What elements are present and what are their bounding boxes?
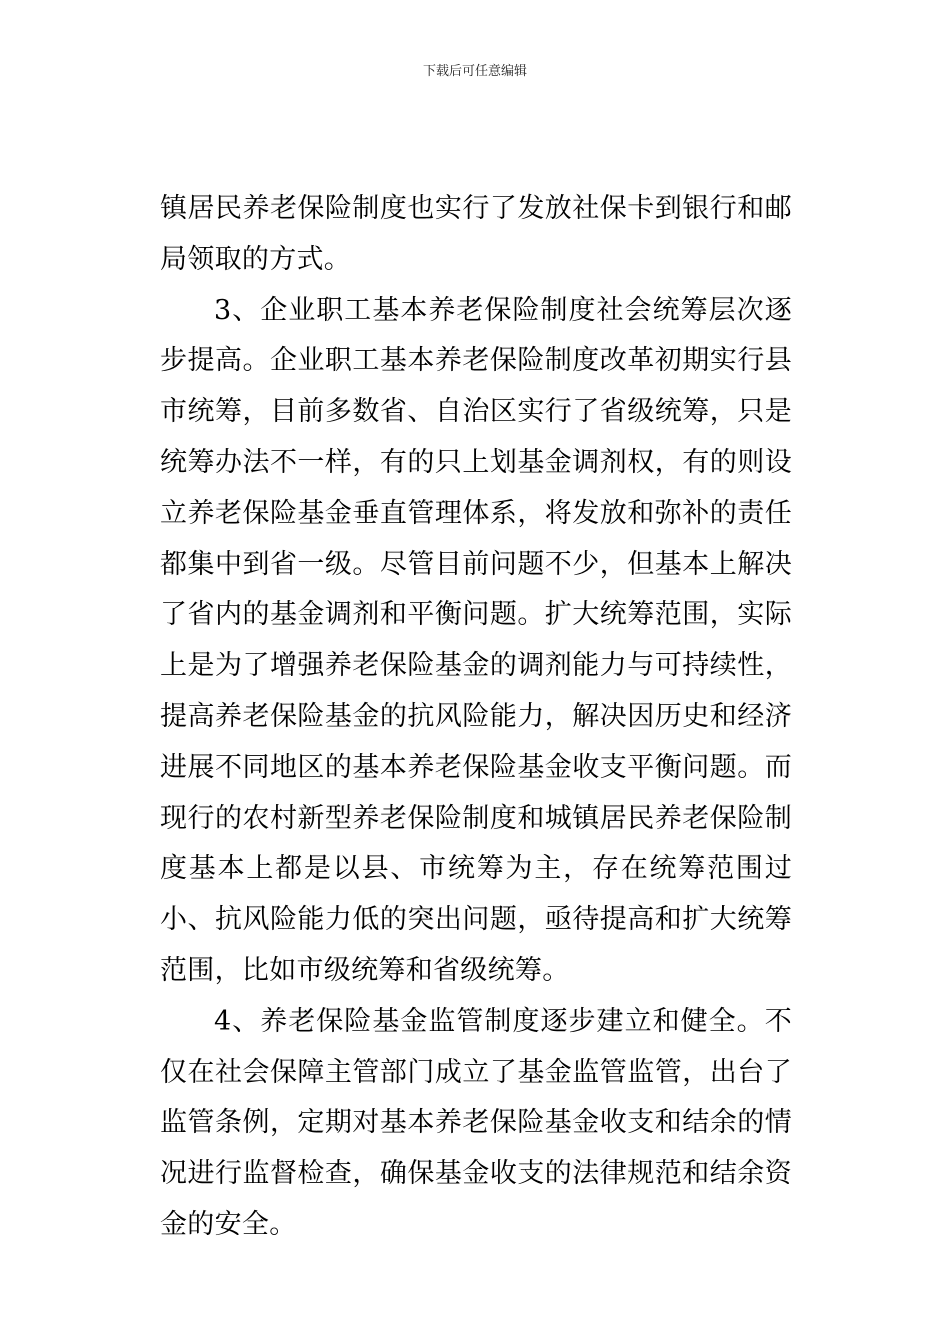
paragraph-item-4: 4、养老保险基金监管制度逐步建立和健全。不仅在社会保障主管部门成立了基金监管监管，出台了监管条例，定期对基本养老保险基金收支和结余的情况进行监督检查，确保基金收支的法律规范和结余资金的安全。 [160, 1005, 792, 1240]
document-body [160, 184, 792, 1251]
paragraph-continuation: 镇居民养老保险制度也实行了发放社保卡到银行和邮局领取的方式。 [160, 193, 792, 275]
page-header: 下载后可任意编辑 [422, 64, 527, 79]
paragraph-item-3: 3、企业职工基本养老保险制度社会统筹层次逐步提高。企业职工基本养老保险制度改革初期实行县市统筹，目前多数省、自治区实行了省级统筹，只是统筹办法不一样，有的只上划基金调剂权，有的则设立养老保险基金垂直管理体系，将发放和弥补的责任都集中到省一级。尽管目前问题不少，但基本上解决了省内的基金调剂和平衡问题。扩大统筹范围，实际上是为了增强养老保险基金的调剂能力与可持续性，提高养老保险基金的抗风险能力，解决因历史和经济进展不同地区的基本养老保险基金收支平衡问题。而现行的农村新型养老保险制度和城镇居民养老保险制度基本上都是以县、市统筹为主，存在统筹范围过小、抗风险能力低的突出问题，亟待提高和扩大统筹范围，比如市级统筹和省级统筹。 [160, 294, 792, 986]
